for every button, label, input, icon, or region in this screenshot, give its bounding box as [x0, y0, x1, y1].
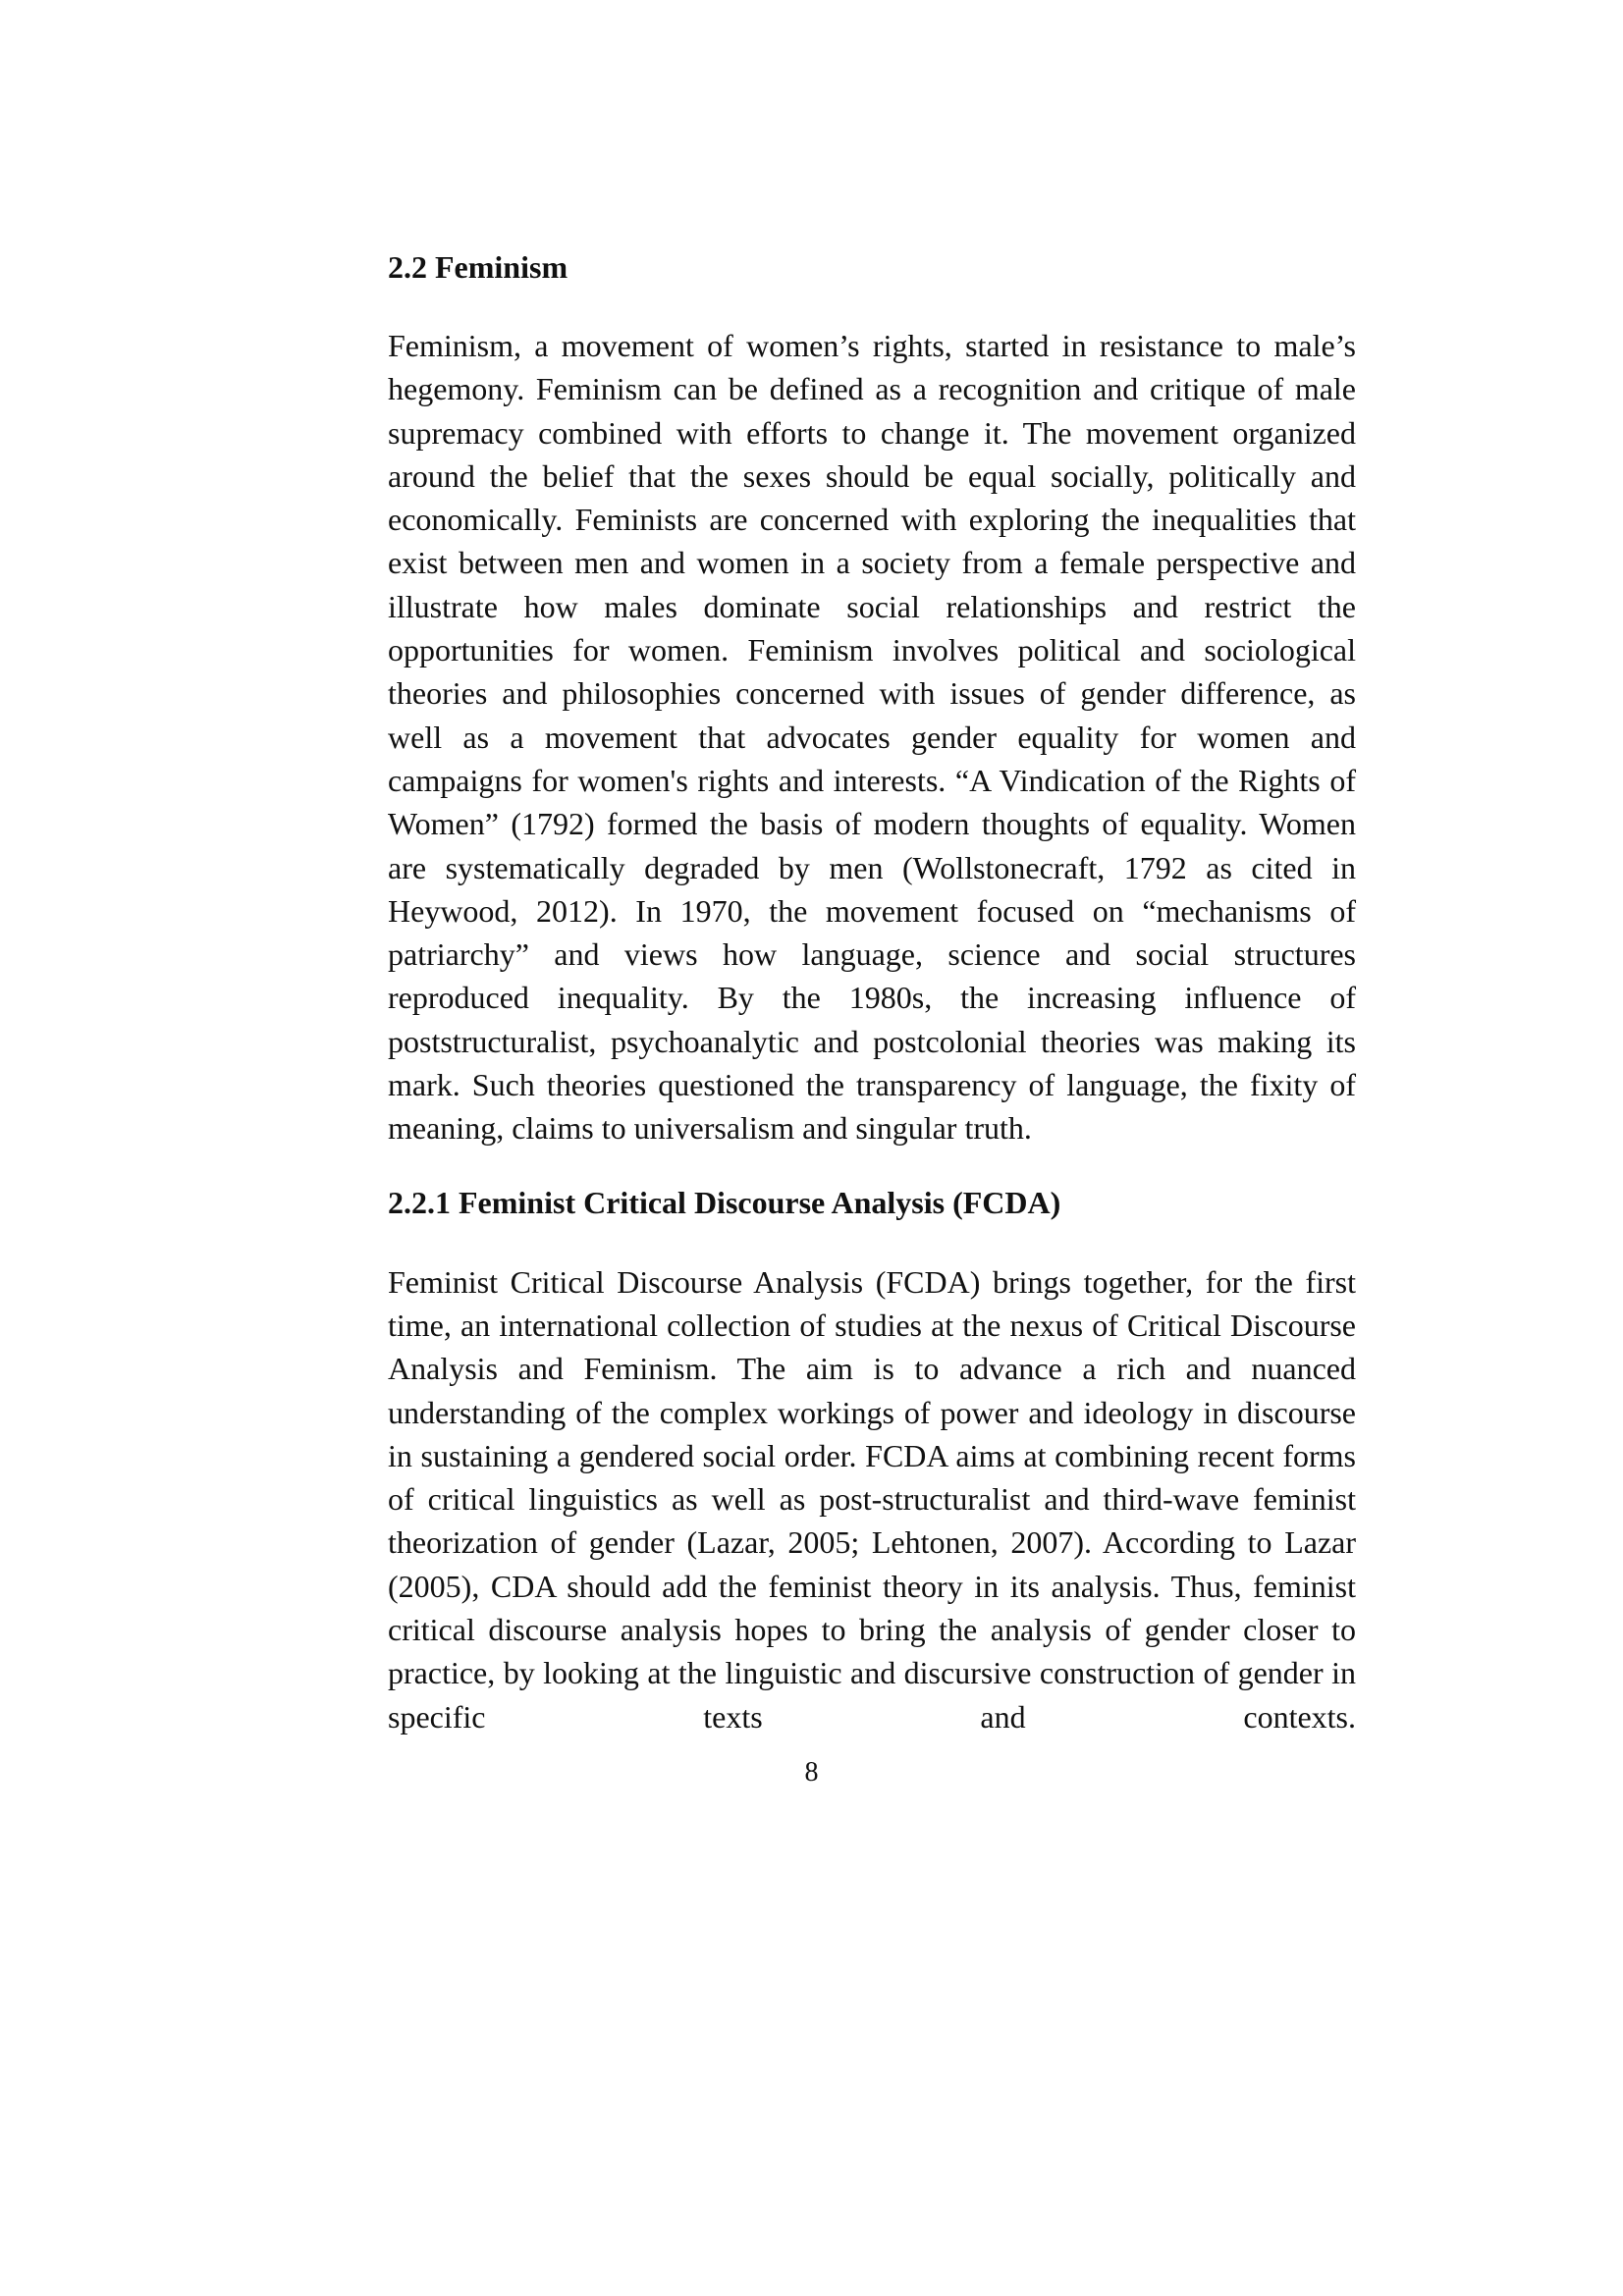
page-number: 8	[804, 1757, 819, 1788]
section-paragraph: Feminism, a movement of women’s rights, started in resistance to male’s hegemony. Feminism can be defined as a recognition and critique of male supremacy combined with efforts to change it. The movement organized around the belief that the sexes should be equal socially, politically and economically. Feminists are concerned with exploring the inequalities that exist between men and women in a society from a female perspective and illustrate how males dominate social relationships and restrict the opportunities for women. Feminism involves political and sociological theories and philosophies concerned with issues of gender difference, as well as a movement that advocates gender equality for women and campaigns for women's rights and interests. “A Vindication of the Rights of Women” (1792) formed the basis of modern thoughts of equality. Women are systematically degraded by men (Wollstonecraft, 1792 as cited in Heywood, 2012). In 1970, the movement focused on “mechanisms of patriarchy” and views how language, science and social structures reproduced inequality. By the 1980s, the increasing influence of poststructuralist, psychoanalytic and postcolonial theories was making its mark. Such theories questioned the transparency of language, the fixity of meaning, claims to universalism and singular truth.	[388, 328, 1356, 1147]
page-content	[388, 245, 1356, 1738]
subsection-heading: 2.2.1 Feminist Critical Discourse Analysis (FCDA)	[388, 1184, 1061, 1220]
section-heading: 2.2 Feminism	[388, 249, 568, 285]
subsection-paragraph: Feminist Critical Discourse Analysis (FCDA) brings together, for the first time, an international collection of studies at the nexus of Critical Discourse Analysis and Feminism. The aim is to advance a rich and nuanced understanding of the complex workings of power and ideology in discourse in sustaining a gendered social order. FCDA aims at combining recent forms of critical linguistics as well as post-structuralist and third-wave feminist theorization of gender (Lazar, 2005; Lehtonen, 2007). According to Lazar (2005), CDA should add the feminist theory in its analysis. Thus, feminist critical discourse analysis hopes to bring the analysis of gender closer to practice, by looking at the linguistic and discursive construction of gender in specific texts and contexts.	[388, 1263, 1356, 1735]
